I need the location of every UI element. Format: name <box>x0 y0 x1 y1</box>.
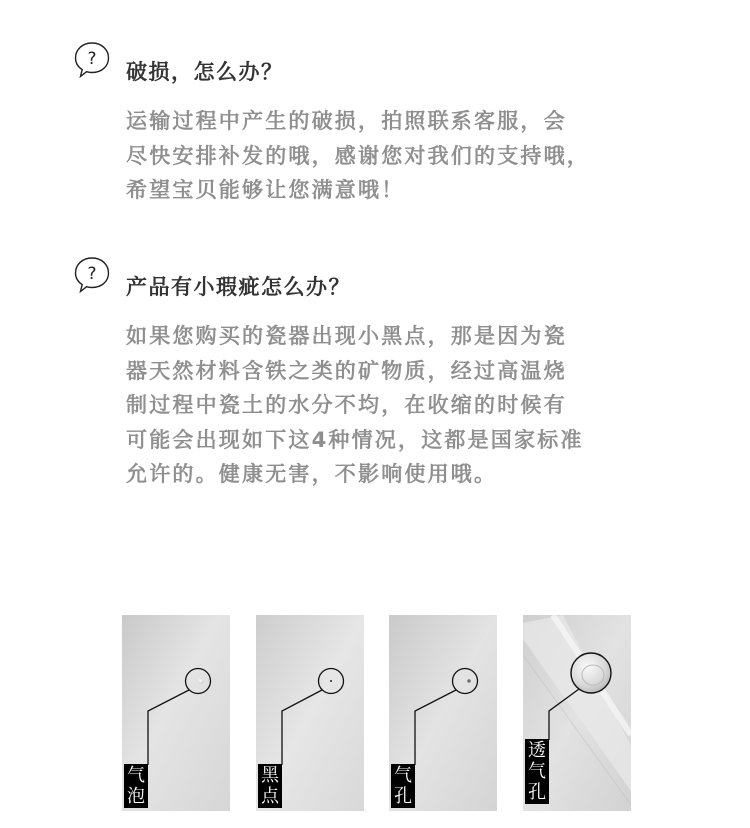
defect-label: 气孔 <box>391 764 415 808</box>
defect-label: 气泡 <box>124 764 148 808</box>
svg-text:?: ? <box>87 264 97 284</box>
faq-answer-line: 器天然材料含铁之类的矿物质，经过高温烧 <box>126 358 567 383</box>
faq-question: 破损，怎么办？ <box>126 60 284 84</box>
faq-answer-line: 运输过程中产生的破损，拍照联系客服，会 <box>126 109 567 133</box>
defect-mark <box>198 678 204 684</box>
magnify-circle <box>571 653 611 693</box>
defect-mark <box>330 680 332 682</box>
faq-question: 产品有小瑕疵怎么办？ <box>126 275 351 299</box>
sample-photo-vent-hole <box>523 615 631 811</box>
sample-photo-black-dot <box>256 615 364 811</box>
svg-text:?: ? <box>87 49 97 69</box>
sample-photo-bubble <box>122 615 230 811</box>
faq-answer-line: 尽快安排补发的哦，感谢您对我们的支持哦， <box>126 143 590 168</box>
faq-answer-line: 制过程中瓷土的水分不均，在收缩的时候有 <box>126 393 567 417</box>
defect-label: 透气孔 <box>525 739 549 804</box>
defect-label: 黑点 <box>258 764 282 808</box>
faq-answer-line: 可能会出现如下这4种情况，这都是国家标准 <box>126 427 584 452</box>
defect-mark <box>467 679 471 683</box>
sample-photo-pore <box>389 615 497 811</box>
faq-answer-line: 允许的。健康无害，不影响使用哦。 <box>126 462 498 486</box>
faq-answer-line: 希望宝贝能够让您满意哦！ <box>126 178 405 202</box>
faq-answer-line: 如果您购买的瓷器出现小黑点，那是因为瓷 <box>126 324 567 348</box>
